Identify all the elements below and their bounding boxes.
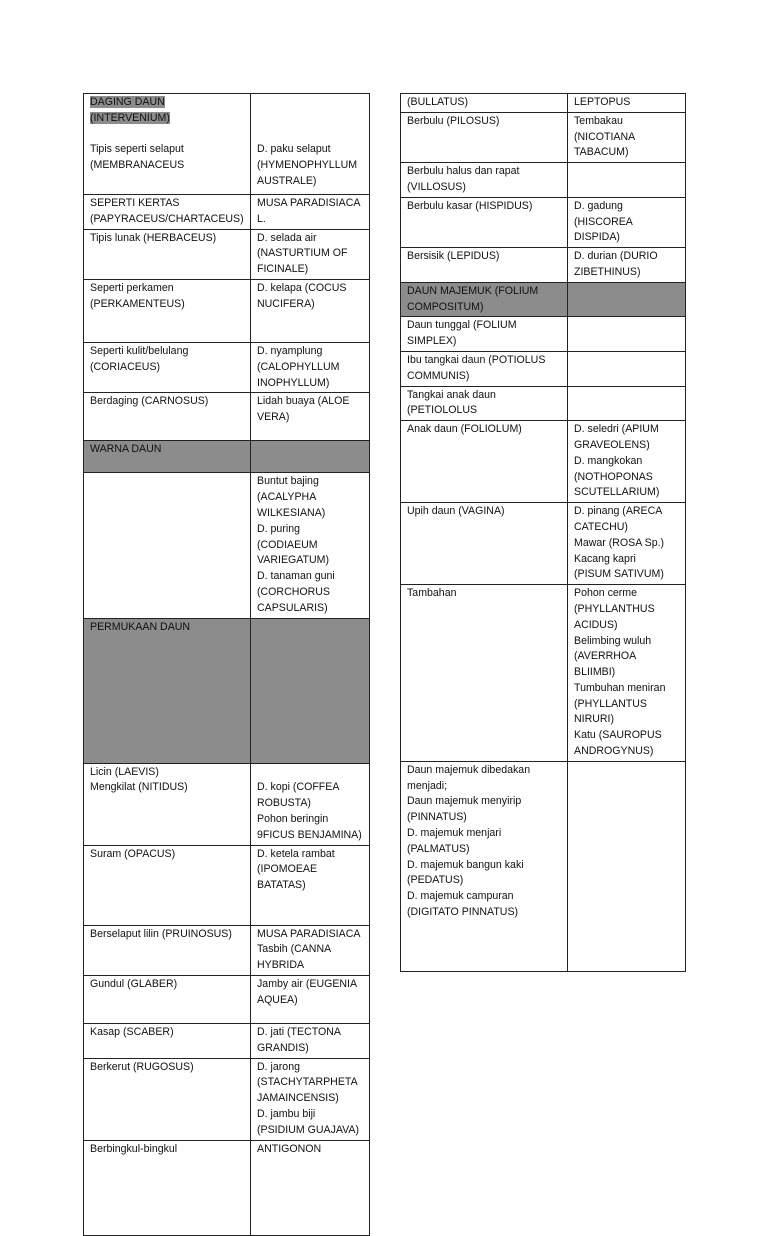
term-cell: Berbulu halus dan rapat (VILLOSUS): [401, 163, 568, 198]
example-cell: D. seledri (APIUM GRAVEOLENS) D. mangkokan (NOTHOPONAS SCUTELLARIUM): [568, 421, 686, 503]
example-cell: MUSA PARADISIACA Tasbih (CANNA HYBRIDA: [251, 925, 370, 975]
table-row: [401, 503, 686, 585]
table-row: [84, 393, 370, 441]
example-cell: [568, 386, 686, 421]
table-row: [84, 94, 370, 195]
table-row: [401, 386, 686, 421]
term-cell: PERMUKAAN DAUN: [84, 618, 251, 763]
table-row: [401, 197, 686, 247]
example-cell: D. jati (TECTONA GRANDIS): [251, 1023, 370, 1058]
table-cell: [251, 94, 370, 195]
cell-text: D. paku selaput (HYMENOPHYLLUM AUSTRALE): [257, 143, 358, 187]
example-cell: [568, 317, 686, 352]
table-row: [84, 342, 370, 392]
section-header-row: [84, 618, 370, 763]
example-cell: Buntut bajing (ACALYPHA WILKESIANA) D. puring (CODIAEUM VARIEGATUM) D. tanaman guni (CORCHORUS CAPSULARIS): [251, 473, 370, 618]
term-cell: Seperti kulit/belulang (CORIACEUS): [84, 342, 251, 392]
term-cell: DAUN MAJEMUK (FOLIUM COMPOSITUM): [401, 282, 568, 317]
example-cell: [568, 163, 686, 198]
table-row: [401, 585, 686, 762]
example-cell: LEPTOPUS: [568, 94, 686, 113]
section-title: DAGING DAUN: [90, 96, 165, 108]
example-cell: D. kopi (COFFEA ROBUSTA) Pohon beringin 9FICUS BENJAMINA): [251, 763, 370, 845]
table-row: [401, 421, 686, 503]
term-cell: Berselaput lilin (PRUINOSUS): [84, 925, 251, 975]
table-row: [84, 763, 370, 845]
term-cell: Bersisik (LEPIDUS): [401, 248, 568, 283]
table-cell: [84, 94, 251, 195]
example-cell: [568, 761, 686, 971]
table-row: [401, 112, 686, 162]
example-cell: D. selada air (NASTURTIUM OF FICINALE): [251, 229, 370, 279]
term-cell: Tipis lunak (HERBACEUS): [84, 229, 251, 279]
term-cell: Anak daun (FOLIOLUM): [401, 421, 568, 503]
example-cell: D. jarong (STACHYTARPHETA JAMAINCENSIS) D. jambu biji (PSIDIUM GUAJAVA): [251, 1058, 370, 1140]
example-cell: D. kelapa (COCUS NUCIFERA): [251, 279, 370, 342]
term-cell: Licin (LAEVIS) Mengkilat (NITIDUS): [84, 763, 251, 845]
left-table: [83, 93, 370, 1236]
example-cell: ANTIGONON: [251, 1140, 370, 1235]
example-cell: [568, 282, 686, 317]
table-row: [84, 1058, 370, 1140]
term-cell: WARNA DAUN: [84, 441, 251, 473]
section-header-row: [84, 441, 370, 473]
right-table: [400, 93, 686, 972]
example-cell: Jamby air (EUGENIA AQUEA): [251, 975, 370, 1023]
term-cell: Kasap (SCABER): [84, 1023, 251, 1058]
right-table-body: [401, 94, 686, 972]
table-row: [84, 1023, 370, 1058]
example-cell: D. gadung (HISCOREA DISPIDA): [568, 197, 686, 247]
table-row: [84, 473, 370, 618]
table-row: [401, 351, 686, 386]
term-cell: Berbingkul-bingkul: [84, 1140, 251, 1235]
left-table-body: [84, 94, 370, 1236]
table-row: [84, 925, 370, 975]
term-cell: Tambahan: [401, 585, 568, 762]
term-cell: SEPERTI KERTAS (PAPYRACEUS/CHARTACEUS): [84, 195, 251, 230]
example-cell: Tembakau (NICOTIANA TABACUM): [568, 112, 686, 162]
cell-text: Tipis seperti selaput (MEMBRANACEUS: [90, 143, 185, 172]
example-cell: Pohon cerme (PHYLLANTHUS ACIDUS) Belimbing wuluh (AVERRHOA BLIIMBI) Tumbuhan meniran (PHYLLANTUS NIRURI) Katu (SAUROPUS ANDROGYNUS): [568, 585, 686, 762]
term-cell: Seperti perkamen (PERKAMENTEUS): [84, 279, 251, 342]
example-cell: Lidah buaya (ALOE VERA): [251, 393, 370, 441]
table-row: [401, 248, 686, 283]
term-cell: Gundul (GLABER): [84, 975, 251, 1023]
table-row: [401, 94, 686, 113]
section-header-row: [401, 282, 686, 317]
term-cell: Tangkai anak daun (PETIOLOLUS: [401, 386, 568, 421]
term-cell: Ibu tangkai daun (POTIOLUS COMMUNIS): [401, 351, 568, 386]
section-title: (INTERVENIUM): [90, 111, 170, 124]
example-cell: MUSA PARADISIACA L.: [251, 195, 370, 230]
term-cell: Berbulu kasar (HISPIDUS): [401, 197, 568, 247]
example-cell: D. nyamplung (CALOPHYLLUM INOPHYLLUM): [251, 342, 370, 392]
term-cell: Berdaging (CARNOSUS): [84, 393, 251, 441]
example-cell: [251, 618, 370, 763]
term-cell: Daun tunggal (FOLIUM SIMPLEX): [401, 317, 568, 352]
example-cell: D. pinang (ARECA CATECHU) Mawar (ROSA Sp.) Kacang kapri (PISUM SATIVUM): [568, 503, 686, 585]
term-cell: Berbulu (PILOSUS): [401, 112, 568, 162]
example-cell: D. ketela rambat (IPOMOEAE BATATAS): [251, 845, 370, 925]
term-cell: Suram (OPACUS): [84, 845, 251, 925]
table-row: [401, 163, 686, 198]
table-row: [84, 975, 370, 1023]
table-row: [84, 279, 370, 342]
table-row: [84, 195, 370, 230]
table-row: [84, 229, 370, 279]
term-cell: [84, 473, 251, 618]
example-cell: [251, 441, 370, 473]
term-cell: Berkerut (RUGOSUS): [84, 1058, 251, 1140]
term-cell: Upih daun (VAGINA): [401, 503, 568, 585]
example-cell: D. durian (DURIO ZIBETHINUS): [568, 248, 686, 283]
table-row: [401, 761, 686, 971]
term-cell: (BULLATUS): [401, 94, 568, 113]
table-row: [84, 845, 370, 925]
example-cell: [568, 351, 686, 386]
table-row: [401, 317, 686, 352]
table-row: [84, 1140, 370, 1235]
term-cell: Daun majemuk dibedakan menjadi; Daun majemuk menyirip (PINNATUS) D. majemuk menjari (PALMATUS) D. majemuk bangun kaki (PEDATUS) D. majemuk campuran (DIGITATO PINNATUS): [401, 761, 568, 971]
